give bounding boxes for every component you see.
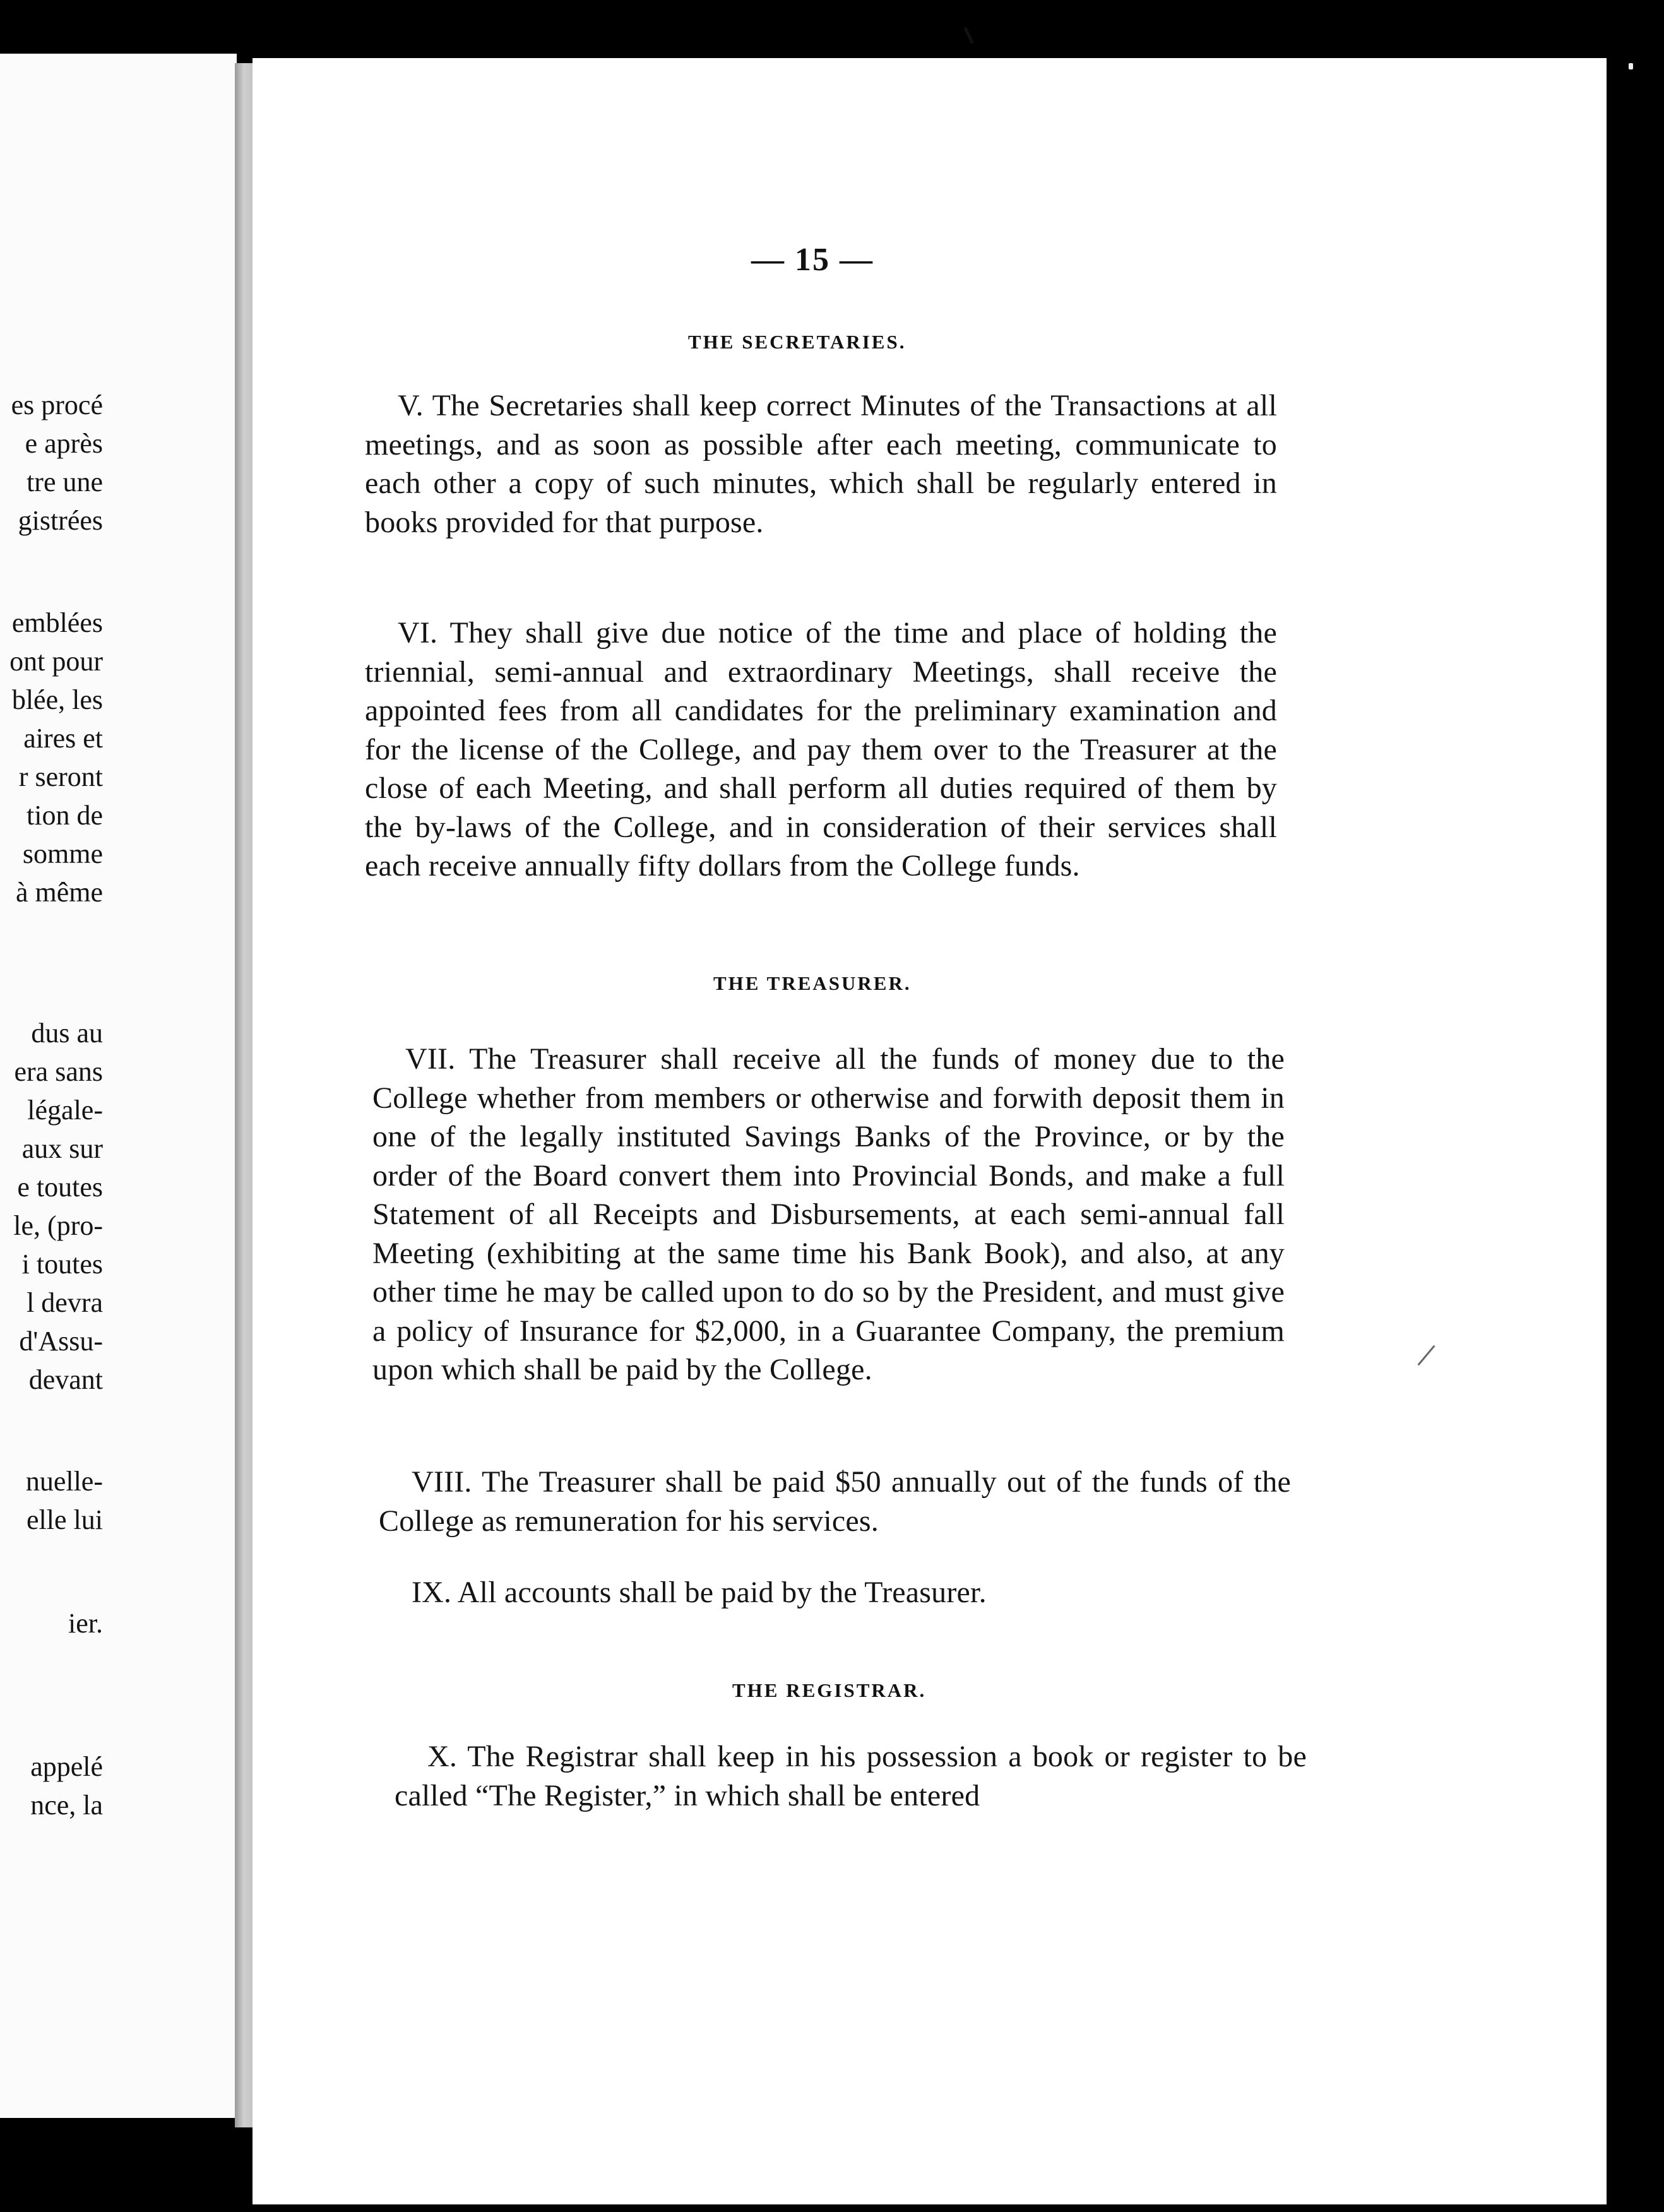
paragraph-viii: VIII. The Treasurer shall be paid $50 annually out of the funds of the College as remuneration for his services. <box>379 1465 1291 1538</box>
left-page-fragment: somme <box>22 838 103 869</box>
left-page-fragment: r seront <box>18 761 103 792</box>
left-page-fragment: aux sur <box>21 1133 103 1164</box>
left-page-fragment: à même <box>15 877 103 908</box>
section-heading-registrar: THE REGISTRAR. <box>732 1679 927 1701</box>
left-page-fragment: nce, la <box>30 1790 103 1821</box>
left-page-fragment: i toutes <box>21 1249 103 1280</box>
page-number: — 15 — <box>751 242 874 278</box>
left-page-fragment: tion de <box>27 800 103 831</box>
scan-mark <box>1417 1345 1435 1366</box>
left-page-fragment: tre une <box>27 467 103 497</box>
scan-speck <box>1629 63 1633 69</box>
left-page-fragment: le, (pro- <box>13 1210 103 1241</box>
left-page-fragment: blée, les <box>11 684 103 715</box>
left-facing-page <box>0 54 237 2118</box>
left-page-fragment: elle lui <box>27 1504 103 1535</box>
left-page-fragment: era sans <box>14 1056 103 1087</box>
left-page-fragment: nuelle- <box>25 1466 103 1497</box>
section-heading-treasurer: THE TREASURER. <box>713 972 912 994</box>
left-page-fragment: ier. <box>68 1608 103 1639</box>
left-page-fragment: appelé <box>30 1751 103 1782</box>
scan-speck <box>963 27 973 44</box>
left-page-fragment: légale- <box>27 1095 103 1126</box>
left-page-fragment: l devra <box>27 1287 103 1318</box>
left-page-fragment: aires et <box>23 723 103 754</box>
paragraph-v: V. The Secretaries shall keep correct Minutes of the Transactions at all meetings, and as soon as possible after each meeting, communicate to each other a copy of such minutes, which shall be regularly entered in books provided for that purpose. <box>365 389 1277 539</box>
left-page-fragment: emblées <box>11 607 103 638</box>
paragraph-vii: VII. The Treasurer shall receive all the funds of money due to the College whether from members or otherwise and forwith deposit them in one of the legally instituted Savings Banks of the Province, or by the order of the Board convert them into Provincial Bonds, and make a full Statement of all Receipts and Disbursements, at each semi-annual fall Meeting (exhibiting at the same time his Bank Book), and also, at any other time he may be called upon to do so by the President, and must give a policy of Insurance for $2,000, in a Guarantee Company, the premium upon which shall be paid by the College. <box>372 1042 1285 1386</box>
left-page-fragment: ont pour <box>9 646 103 677</box>
section-heading-secretaries: THE SECRETARIES. <box>688 331 906 353</box>
paragraph-vi: VI. They shall give due notice of the time and place of holding the triennial, semi-annual and extraordinary Meetings, shall receive the appointed fees from all candidates for the preliminary examination and for the license of the College, and pay them over to the Treasurer at the close of each Meeting, and shall perform all duties required of them by the by-laws of the College, and in consideration of their services shall each receive annually fifty dollars from the College funds. <box>365 616 1277 883</box>
left-page-fragment: d'Assu- <box>19 1326 103 1357</box>
left-page-fragment: dus au <box>31 1018 103 1049</box>
left-page-fragment: e après <box>25 428 103 459</box>
left-page-fragment: gistrées <box>18 505 103 536</box>
paragraph-x: X. The Registrar shall keep in his possession a book or register to be called “The Register,” in which shall be entered <box>395 1740 1307 1812</box>
left-page-fragment: e toutes <box>17 1172 103 1203</box>
left-page-fragment: devant <box>28 1364 103 1395</box>
main-page <box>253 58 1607 2204</box>
left-page-fragment: es procé <box>11 389 103 420</box>
paragraph-ix: IX. All accounts shall be paid by the Treasurer. <box>412 1576 987 1609</box>
